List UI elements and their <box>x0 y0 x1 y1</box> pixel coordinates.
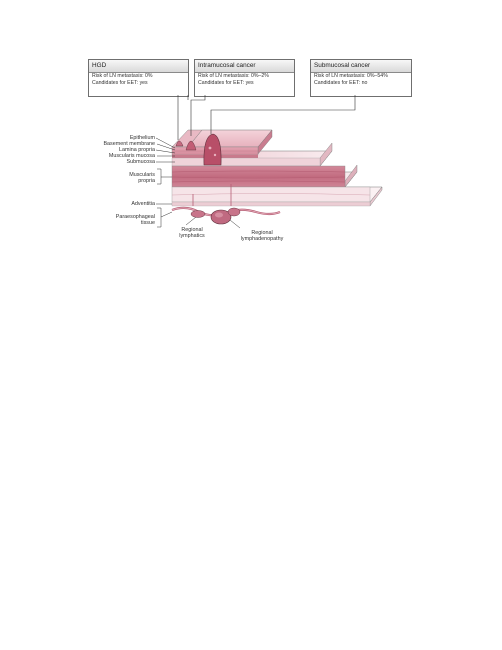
label-regional-lymphadenopathy-line2: lymphadenopathy <box>240 236 284 243</box>
submucosal-risk: Risk of LN metastasis: 0%–54% <box>314 73 388 79</box>
label-submucosa: Submucosa <box>126 159 155 165</box>
label-epithelium: Epithelium <box>129 135 155 141</box>
adventitia-block <box>172 187 370 206</box>
intramucosal-eet: Candidates for EET: yes <box>198 79 254 86</box>
label-muscularis-propria-line2: propria <box>138 178 155 184</box>
label-regional-lymphatics <box>172 227 212 239</box>
intramucosal-title: Intramucosal cancer <box>195 60 294 73</box>
label-regional-lymphadenopathy-line1: Regional <box>251 230 273 236</box>
label-lamina-propria: Lamina propria <box>119 147 155 153</box>
label-regional-lymphatics-line2: lymphatics <box>179 233 205 240</box>
hgd-title: HGD <box>89 60 188 73</box>
submucosal-eet: Candidates for EET: no <box>314 79 368 86</box>
label-paraesophageal-line2: tissue <box>140 220 155 226</box>
label-adventitia: Adventitia <box>131 201 155 207</box>
hgd-eet: Candidates for EET: yes <box>92 79 148 86</box>
label-regional-lymphatics-line1: Regional <box>181 227 203 233</box>
hgd-risk: Risk of LN metastasis: 0% <box>92 73 153 79</box>
intramucosal-risk: Risk of LN metastasis: 0%–2% <box>198 73 269 79</box>
muscularis-block <box>172 166 345 187</box>
label-muscularis-propria-line1: Muscularis <box>129 172 155 178</box>
lymph-nodes <box>191 208 240 224</box>
label-muscularis-mucosa: Muscularis mucosa <box>108 153 155 159</box>
label-paraesophageal-line1: Paraesophageal <box>115 214 155 220</box>
label-basement-membrane: Basement membrane <box>103 141 155 147</box>
submucosal-title: Submucosal cancer <box>311 60 411 73</box>
label-regional-lymphadenopathy <box>232 230 292 242</box>
